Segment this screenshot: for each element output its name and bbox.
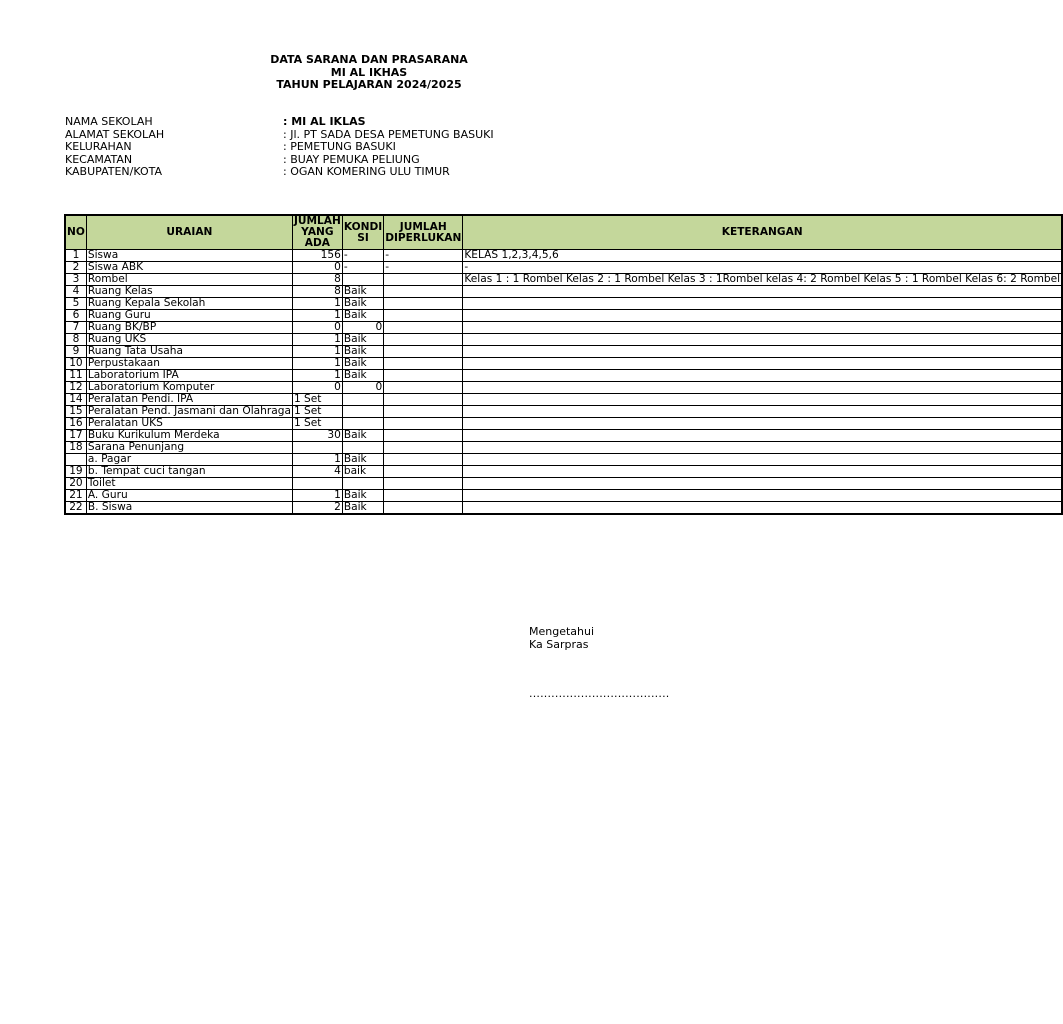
cell-diperlukan xyxy=(384,430,463,442)
cell-diperlukan xyxy=(384,502,463,515)
cell-keterangan xyxy=(463,286,1062,298)
cell-ada: 1 Set xyxy=(292,418,342,430)
cell-uraian: B. Siswa xyxy=(86,502,292,515)
title-line-1: DATA SARANA DAN PRASARANA xyxy=(270,53,468,66)
cell-ada: 0 xyxy=(292,322,342,334)
cell-ada: 4 xyxy=(292,466,342,478)
header-kondisi: KONDI SI xyxy=(342,215,383,250)
cell-ada: 0 xyxy=(292,382,342,394)
cell-kondisi xyxy=(342,442,383,454)
cell-diperlukan xyxy=(384,286,463,298)
cell-ada: 1 xyxy=(292,358,342,370)
table-row xyxy=(65,418,1062,430)
cell-diperlukan xyxy=(384,478,463,490)
cell-uraian: Siswa ABK xyxy=(86,262,292,274)
table-row xyxy=(65,334,1062,346)
cell-no: 3 xyxy=(65,274,86,286)
cell-uraian: Ruang Kelas xyxy=(86,286,292,298)
cell-keterangan xyxy=(463,442,1062,454)
cell-no: 16 xyxy=(65,418,86,430)
cell-no: 4 xyxy=(65,286,86,298)
cell-keterangan xyxy=(463,394,1062,406)
cell-ada: 1 Set xyxy=(292,406,342,418)
cell-uraian: Laboratorium Komputer xyxy=(86,382,292,394)
table-row xyxy=(65,478,1062,490)
cell-keterangan: KELAS 1,2,3,4,5,6 xyxy=(463,250,1062,262)
cell-ada: 8 xyxy=(292,274,342,286)
cell-ada: 30 xyxy=(292,430,342,442)
info-value: : PEMETUNG BASUKI xyxy=(283,140,396,153)
cell-uraian: Ruang BK/BP xyxy=(86,322,292,334)
info-label: KELURAHAN xyxy=(65,140,132,153)
cell-ada: 1 xyxy=(292,334,342,346)
cell-diperlukan: - xyxy=(384,250,463,262)
table-row xyxy=(65,382,1062,394)
cell-uraian: Ruang Guru xyxy=(86,310,292,322)
table-row xyxy=(65,394,1062,406)
table-header-row xyxy=(65,215,1062,250)
info-value: : MI AL IKLAS xyxy=(283,115,366,128)
cell-keterangan: - xyxy=(463,262,1062,274)
cell-keterangan xyxy=(463,430,1062,442)
table-row xyxy=(65,490,1062,502)
cell-uraian: Rombel xyxy=(86,274,292,286)
cell-kondisi: Baik xyxy=(342,490,383,502)
cell-diperlukan xyxy=(384,370,463,382)
cell-ada: 1 xyxy=(292,346,342,358)
info-label: NAMA SEKOLAH xyxy=(65,115,153,128)
signature-block xyxy=(529,625,594,651)
cell-uraian: b. Tempat cuci tangan xyxy=(86,466,292,478)
cell-kondisi xyxy=(342,418,383,430)
cell-ada: 1 xyxy=(292,310,342,322)
cell-diperlukan xyxy=(384,382,463,394)
cell-kondisi: Baik xyxy=(342,502,383,515)
cell-diperlukan: - xyxy=(384,262,463,274)
table-row xyxy=(65,262,1062,274)
cell-no: 6 xyxy=(65,310,86,322)
cell-no: 18 xyxy=(65,442,86,454)
cell-ada: 1 xyxy=(292,370,342,382)
cell-diperlukan xyxy=(384,454,463,466)
cell-uraian: Ruang UKS xyxy=(86,334,292,346)
cell-ada: 1 xyxy=(292,454,342,466)
cell-uraian: Laboratorium IPA xyxy=(86,370,292,382)
info-value: : Jl. PT SADA DESA PEMETUNG BASUKI xyxy=(283,127,494,141)
cell-keterangan xyxy=(463,310,1062,322)
cell-diperlukan xyxy=(384,334,463,346)
cell-no: 5 xyxy=(65,298,86,310)
cell-ada xyxy=(292,478,342,490)
cell-keterangan xyxy=(463,322,1062,334)
cell-no: 2 xyxy=(65,262,86,274)
info-label: ALAMAT SEKOLAH xyxy=(65,127,165,141)
cell-uraian: Siswa xyxy=(86,250,292,262)
cell-ada xyxy=(292,442,342,454)
cell-ada: 1 xyxy=(292,490,342,502)
cell-keterangan xyxy=(463,346,1062,358)
cell-kondisi: Baik xyxy=(342,310,383,322)
cell-kondisi: - xyxy=(342,262,383,274)
cell-keterangan xyxy=(463,490,1062,502)
cell-keterangan xyxy=(463,418,1062,430)
cell-no: 17 xyxy=(65,430,86,442)
table-row xyxy=(65,454,1062,466)
header-jumlah-diperlukan: JUMLAH DIPERLUKAN xyxy=(384,215,463,250)
table-row xyxy=(65,250,1062,262)
table-row xyxy=(65,502,1062,515)
cell-uraian: Perpustakaan xyxy=(86,358,292,370)
cell-ada: 0 xyxy=(292,262,342,274)
cell-no xyxy=(65,454,86,466)
cell-uraian: Peralatan Pendi. IPA xyxy=(86,394,292,406)
info-label: KECAMATAN xyxy=(65,152,133,166)
cell-uraian: Ruang Kepala Sekolah xyxy=(86,298,292,310)
cell-keterangan xyxy=(463,358,1062,370)
signature-role: Ka Sarpras xyxy=(529,638,589,651)
table-row xyxy=(65,274,1062,286)
cell-diperlukan xyxy=(384,418,463,430)
cell-kondisi: Baik xyxy=(342,286,383,298)
cell-kondisi: Baik xyxy=(342,454,383,466)
cell-no: 19 xyxy=(65,466,86,478)
header-uraian: URAIAN xyxy=(86,215,292,250)
cell-no: 15 xyxy=(65,406,86,418)
cell-diperlukan xyxy=(384,466,463,478)
cell-no: 7 xyxy=(65,322,86,334)
info-value: : OGAN KOMERING ULU TIMUR xyxy=(283,165,450,178)
cell-uraian: A. Guru xyxy=(86,490,292,502)
sarana-table xyxy=(64,214,1063,515)
school-info xyxy=(65,116,494,179)
table-row xyxy=(65,370,1062,382)
cell-ada: 8 xyxy=(292,286,342,298)
cell-kondisi xyxy=(342,394,383,406)
cell-diperlukan xyxy=(384,274,463,286)
cell-keterangan xyxy=(463,406,1062,418)
table-row xyxy=(65,430,1062,442)
cell-keterangan xyxy=(463,370,1062,382)
cell-keterangan xyxy=(463,334,1062,346)
cell-no: 1 xyxy=(65,250,86,262)
table-row xyxy=(65,322,1062,334)
header-keterangan: KETERANGAN xyxy=(463,215,1062,250)
cell-kondisi: Baik xyxy=(342,358,383,370)
cell-keterangan xyxy=(463,298,1062,310)
cell-no: 8 xyxy=(65,334,86,346)
info-row-nama-sekolah xyxy=(65,116,494,129)
cell-kondisi: 0 xyxy=(342,322,383,334)
table-row xyxy=(65,442,1062,454)
cell-diperlukan xyxy=(384,322,463,334)
cell-uraian: Peralatan Pend. Jasmani dan Olahraga xyxy=(87,405,291,417)
cell-no: 12 xyxy=(65,382,86,394)
cell-kondisi: 0 xyxy=(342,382,383,394)
cell-diperlukan xyxy=(384,298,463,310)
table-row xyxy=(65,406,1062,418)
cell-kondisi xyxy=(342,478,383,490)
table-row xyxy=(65,346,1062,358)
header-jumlah-ada: JUMLAH YANG ADA xyxy=(293,215,341,249)
cell-kondisi xyxy=(342,406,383,418)
cell-no: 11 xyxy=(65,370,86,382)
header-no: NO xyxy=(65,215,86,250)
info-value: : BUAY PEMUKA PELIUNG xyxy=(283,152,420,166)
cell-uraian: Buku Kurikulum Merdeka xyxy=(86,430,292,442)
cell-no: 21 xyxy=(65,490,86,502)
cell-diperlukan xyxy=(384,346,463,358)
title-line-2: MI AL IKHAS xyxy=(330,65,408,79)
table-row xyxy=(65,298,1062,310)
cell-diperlukan xyxy=(384,358,463,370)
cell-kondisi xyxy=(342,274,383,286)
cell-diperlukan xyxy=(384,442,463,454)
cell-no: 10 xyxy=(65,358,86,370)
cell-ada: 1 Set xyxy=(292,394,342,406)
title-line-3: TAHUN PELAJARAN 2024/2025 xyxy=(276,78,462,91)
info-row-kabupaten xyxy=(65,166,494,179)
info-row-kelurahan xyxy=(65,141,494,154)
table-row xyxy=(65,286,1062,298)
cell-keterangan xyxy=(463,454,1062,466)
cell-kondisi: - xyxy=(342,250,383,262)
cell-no: 20 xyxy=(65,478,86,490)
signature-line: ...................................... xyxy=(529,687,670,700)
cell-uraian: a. Pagar xyxy=(86,454,292,466)
cell-kondisi: Baik xyxy=(342,370,383,382)
cell-diperlukan xyxy=(384,394,463,406)
table-row xyxy=(65,310,1062,322)
info-label: KABUPATEN/KOTA xyxy=(65,165,163,178)
cell-uraian: Ruang Tata Usaha xyxy=(86,346,292,358)
cell-no: 22 xyxy=(65,502,86,515)
cell-ada: 1 xyxy=(292,298,342,310)
cell-ada: 2 xyxy=(292,502,342,515)
signature-mengetahui: Mengetahui xyxy=(529,625,595,638)
cell-keterangan: Kelas 1 : 1 Rombel Kelas 2 : 1 Rombel Kelas 3 : 1Rombel kelas 4: 2 Rombel Kelas 5 : 1 Rombel Kelas 6: 2 Rombel xyxy=(464,273,1061,285)
cell-uraian: Sarana Penunjang xyxy=(86,442,292,454)
cell-uraian: Peralatan UKS xyxy=(86,418,292,430)
cell-kondisi: baik xyxy=(342,466,383,478)
cell-ada: 156 xyxy=(292,250,342,262)
cell-diperlukan xyxy=(384,490,463,502)
cell-no: 9 xyxy=(65,346,86,358)
table-row xyxy=(65,358,1062,370)
cell-kondisi: Baik xyxy=(342,346,383,358)
cell-kondisi: Baik xyxy=(342,430,383,442)
cell-diperlukan xyxy=(384,310,463,322)
cell-diperlukan xyxy=(384,406,463,418)
cell-uraian: Toilet xyxy=(86,478,292,490)
cell-keterangan xyxy=(463,502,1062,515)
cell-keterangan xyxy=(463,466,1062,478)
cell-no: 14 xyxy=(65,394,86,406)
table-row xyxy=(65,466,1062,478)
cell-keterangan xyxy=(463,478,1062,490)
cell-kondisi: Baik xyxy=(342,334,383,346)
cell-kondisi: Baik xyxy=(342,298,383,310)
cell-keterangan xyxy=(463,382,1062,394)
document-title xyxy=(0,54,738,92)
